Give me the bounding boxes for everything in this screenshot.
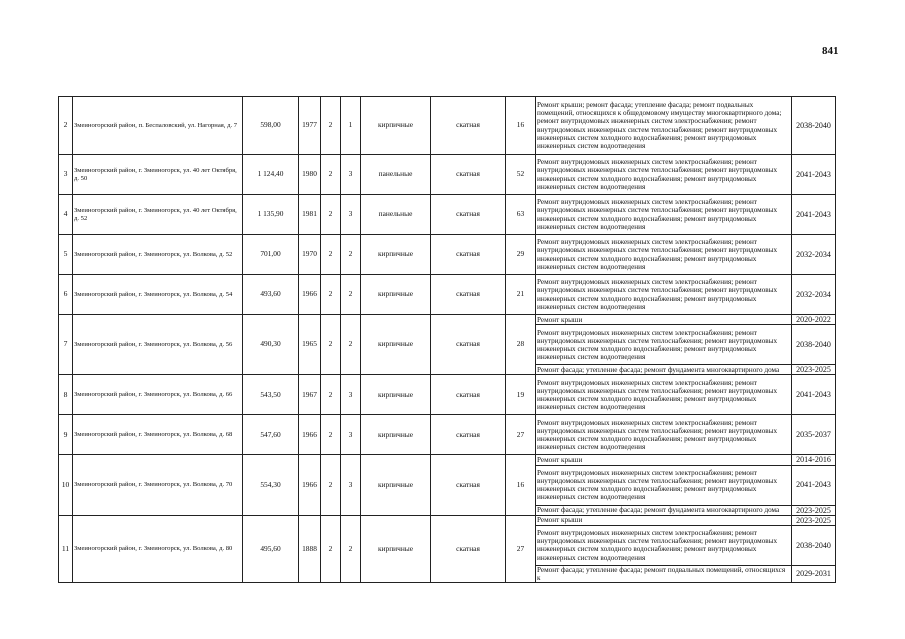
period-cell: 2032-2034 [792,235,836,275]
roof-type-cell: скатная [431,375,506,415]
wall-material-cell: кирпичные [361,375,431,415]
residents-cell: 29 [506,235,536,275]
work-type-cell: Ремонт крыши [536,455,792,465]
area-cell: 490,30 [243,315,299,375]
floors-cell: 2 [321,275,341,315]
year-cell: 1967 [299,375,321,415]
floors-cell: 2 [321,415,341,455]
row-number: 6 [59,275,73,315]
area-cell: 543,50 [243,375,299,415]
area-cell: 1 124,40 [243,155,299,195]
work-type-cell: Ремонт внутридомовых инженерных систем электроснабжения; ремонт внутридомовых инженерных систем теплоснабжения; ремонт внутридомовых инженерных систем холодного водоснабжения; ремонт внутридомовых инженерных систем водоотведения [536,235,792,275]
period-cell: 2041-2043 [792,155,836,195]
wall-material-cell: панельные [361,155,431,195]
entrances-cell: 3 [341,375,361,415]
year-cell: 1970 [299,235,321,275]
area-cell: 495,60 [243,515,299,582]
row-number: 5 [59,235,73,275]
period-cell: 2035-2037 [792,415,836,455]
wall-material-cell: кирпичные [361,515,431,582]
floors-cell: 2 [321,455,341,515]
period-cell: 2032-2034 [792,275,836,315]
row-number: 9 [59,415,73,455]
residents-cell: 16 [506,455,536,515]
row-number: 3 [59,155,73,195]
year-cell: 1888 [299,515,321,582]
entrances-cell: 2 [341,235,361,275]
row-number: 8 [59,375,73,415]
year-cell: 1981 [299,195,321,235]
floors-cell: 2 [321,315,341,375]
roof-type-cell: скатная [431,195,506,235]
wall-material-cell: панельные [361,195,431,235]
address-cell: Змеиногорский район, г. Змеиногорск, ул. Волкова, д. 66 [73,375,243,415]
work-type-cell: Ремонт крыши [536,315,792,325]
period-cell: 2023-2025 [792,365,836,375]
work-type-cell: Ремонт внутридомовых инженерных систем электроснабжения; ремонт внутридомовых инженерных систем теплоснабжения; ремонт внутридомовых инженерных систем холодного водоснабжения; ремонт внутридомовых инженерных систем водоотведения [536,415,792,455]
year-cell: 1966 [299,415,321,455]
table-row [59,97,836,155]
wall-material-cell: кирпичные [361,97,431,155]
wall-material-cell: кирпичные [361,315,431,375]
entrances-cell: 2 [341,315,361,375]
roof-type-cell: скатная [431,515,506,582]
work-type-cell: Ремонт внутридомовых инженерных систем электроснабжения; ремонт внутридомовых инженерных систем теплоснабжения; ремонт внутридомовых инженерных систем холодного водоснабжения; ремонт внутридомовых инженерных систем водоотведения [536,465,792,505]
residents-cell: 16 [506,97,536,155]
roof-type-cell: скатная [431,235,506,275]
residents-cell: 27 [506,515,536,582]
table-row [59,415,836,455]
year-cell: 1966 [299,275,321,315]
table-row [59,275,836,315]
work-type-cell: Ремонт фасада; утепление фасада; ремонт фундамента многоквартирного дома [536,505,792,515]
area-cell: 598,00 [243,97,299,155]
work-type-cell: Ремонт внутридомовых инженерных систем электроснабжения; ремонт внутридомовых инженерных систем теплоснабжения; ремонт внутридомовых инженерных систем холодного водоснабжения; ремонт внутридомовых инженерных систем водоотведения [536,155,792,195]
residents-cell: 21 [506,275,536,315]
table-row [59,155,836,195]
page-number: 841 [822,45,839,57]
roof-type-cell: скатная [431,155,506,195]
roof-type-cell: скатная [431,97,506,155]
residents-cell: 52 [506,155,536,195]
year-cell: 1980 [299,155,321,195]
area-cell: 1 135,90 [243,195,299,235]
work-type-cell: Ремонт внутридомовых инженерных систем электроснабжения; ремонт внутридомовых инженерных систем теплоснабжения; ремонт внутридомовых инженерных систем холодного водоснабжения; ремонт внутридомовых инженерных систем водоотведения [536,275,792,315]
table-row [59,235,836,275]
wall-material-cell: кирпичные [361,275,431,315]
work-type-cell: Ремонт внутридомовых инженерных систем электроснабжения; ремонт внутридомовых инженерных систем теплоснабжения; ремонт внутридомовых инженерных систем холодного водоснабжения; ремонт внутридомовых инженерных систем водоотведения [536,325,792,365]
address-cell: Змеиногорский район, г. Змеиногорск, ул. Волкова, д. 52 [73,235,243,275]
period-cell: 2020-2022 [792,315,836,325]
roof-type-cell: скатная [431,455,506,515]
floors-cell: 2 [321,375,341,415]
residents-cell: 27 [506,415,536,455]
work-type-cell: Ремонт фасада; утепление фасада; ремонт фундамента многоквартирного дома [536,365,792,375]
table-row [59,195,836,235]
work-type-cell: Ремонт фасада; утепление фасада; ремонт подвальных помещений, относящихся к [536,565,792,582]
period-cell: 2038-2040 [792,525,836,565]
floors-cell: 2 [321,155,341,195]
roof-type-cell: скатная [431,315,506,375]
wall-material-cell: кирпичные [361,235,431,275]
wall-material-cell: кирпичные [361,455,431,515]
residents-cell: 19 [506,375,536,415]
period-cell: 2041-2043 [792,375,836,415]
work-type-cell: Ремонт внутридомовых инженерных систем электроснабжения; ремонт внутридомовых инженерных систем теплоснабжения; ремонт внутридомовых инженерных систем холодного водоснабжения; ремонт внутридомовых инженерных систем водоотведения [536,375,792,415]
residents-cell: 28 [506,315,536,375]
work-type-cell: Ремонт внутридомовых инженерных систем электроснабжения; ремонт внутридомовых инженерных систем теплоснабжения; ремонт внутридомовых инженерных систем холодного водоснабжения; ремонт внутридомовых инженерных систем водоотведения [536,195,792,235]
entrances-cell: 3 [341,155,361,195]
period-cell: 2041-2043 [792,195,836,235]
work-type-cell: Ремонт крыши [536,515,792,525]
residents-cell: 63 [506,195,536,235]
area-cell: 547,60 [243,415,299,455]
floors-cell: 2 [321,515,341,582]
period-cell: 2041-2043 [792,465,836,505]
entrances-cell: 2 [341,515,361,582]
entrances-cell: 1 [341,97,361,155]
row-number: 7 [59,315,73,375]
address-cell: Змеиногорский район, г. Змеиногорск, ул. Волкова, д. 56 [73,315,243,375]
floors-cell: 2 [321,97,341,155]
period-cell: 2023-2025 [792,505,836,515]
row-number: 4 [59,195,73,235]
entrances-cell: 3 [341,415,361,455]
period-cell: 2023-2025 [792,515,836,525]
area-cell: 701,00 [243,235,299,275]
wall-material-cell: кирпичные [361,415,431,455]
period-cell: 2014-2016 [792,455,836,465]
floors-cell: 2 [321,235,341,275]
entrances-cell: 2 [341,275,361,315]
row-number: 11 [59,515,73,582]
table-row [59,315,836,325]
year-cell: 1965 [299,315,321,375]
table-row [59,515,836,525]
area-cell: 493,60 [243,275,299,315]
row-number: 2 [59,97,73,155]
year-cell: 1977 [299,97,321,155]
address-cell: Змеиногорский район, п. Беспаловский, ул. Нагорная, д. 7 [73,97,243,155]
year-cell: 1966 [299,455,321,515]
floors-cell: 2 [321,195,341,235]
work-type-cell: Ремонт крыши; ремонт фасада; утепление фасада; ремонт подвальных помещений, относящихся к общедомовому имуществу многоквартирного дома; ремонт внутридомовых инженерных систем электроснабжения; ремонт внутридомовых инженерных систем теплоснабжения; ремонт внутридомовых инженерных систем холодного водоснабжения; ремонт внутридомовых инженерных систем водоотведения [536,97,792,155]
address-cell: Змеиногорский район, г. Змеиногорск, ул. Волкова, д. 54 [73,275,243,315]
address-cell: Змеиногорский район, г. Змеиногорск, ул. 40 лет Октября, д. 50 [73,155,243,195]
row-number: 10 [59,455,73,515]
roof-type-cell: скатная [431,415,506,455]
period-cell: 2038-2040 [792,325,836,365]
address-cell: Змеиногорский район, г. Змеиногорск, ул. 40 лет Октября, д. 52 [73,195,243,235]
period-cell: 2038-2040 [792,97,836,155]
roof-type-cell: скатная [431,275,506,315]
entrances-cell: 3 [341,455,361,515]
work-type-cell: Ремонт внутридомовых инженерных систем электроснабжения; ремонт внутридомовых инженерных систем теплоснабжения; ремонт внутридомовых инженерных систем холодного водоснабжения; ремонт внутридомовых инженерных систем водоотведения [536,525,792,565]
address-cell: Змеиногорский район, г. Змеиногорск, ул. Волкова, д. 80 [73,515,243,582]
table-row [59,455,836,465]
address-cell: Змеиногорский район, г. Змеиногорск, ул. Волкова, д. 68 [73,415,243,455]
entrances-cell: 3 [341,195,361,235]
capital-repair-table [58,96,836,583]
address-cell: Змеиногорский район, г. Змеиногорск, ул. Волкова, д. 70 [73,455,243,515]
period-cell: 2029-2031 [792,565,836,582]
table-row [59,375,836,415]
area-cell: 554,30 [243,455,299,515]
